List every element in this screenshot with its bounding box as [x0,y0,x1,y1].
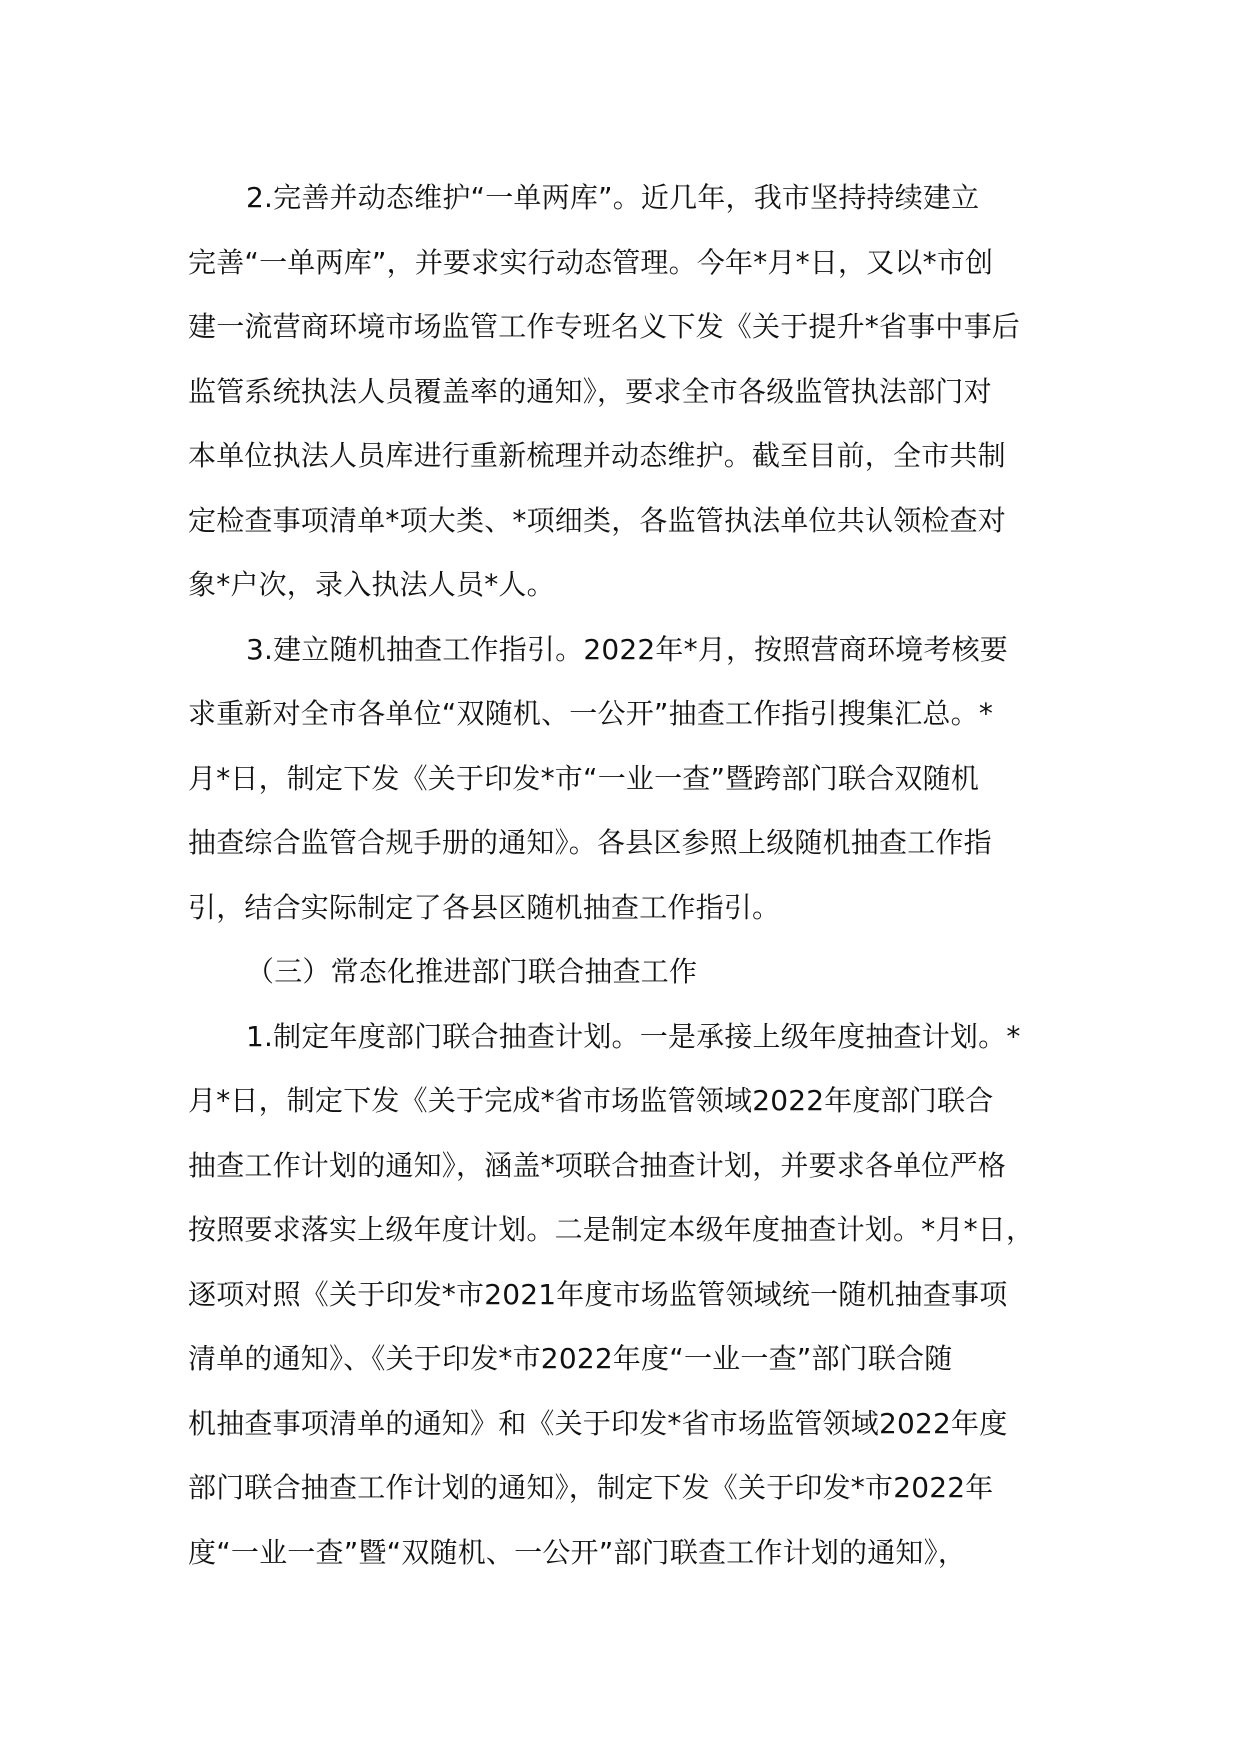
paragraph-2-line-6: 定检查事项清单*项大类、*项细类，各监管执法单位共认领检查对 [188,503,1007,537]
paragraph-2-line-7: 象*户次，录入执法人员*人。 [188,568,555,601]
paragraph-1-line-6: 清单的通知》、《关于印发*市2022年度“一业一查”部门联合随 [188,1342,953,1375]
paragraph-2-line-3: 建一流营商环境市场监管工作专班名义下发《关于提升*省事中事后 [188,310,1021,343]
paragraph-1-line-7: 机抽查事项清单的通知》和《关于印发*省市场监管领域2022年度 [188,1406,1008,1440]
paragraph-3-line-1: 3.建立随机抽查工作指引。2022年*月，按照营商环境考核要 [246,632,1008,666]
paragraph-2-line-2: 完善“一单两库”，并要求实行动态管理。今年*月*日，又以*市创 [188,245,994,279]
paragraph-3-line-4: 抽查综合监管合规手册的通知》。各县区参照上级随机抽查工作指 [188,826,992,859]
paragraph-2-line-1: 2.完善并动态维护“一单两库”。近几年，我市坚持持续建立 [246,181,980,214]
paragraph-1-line-3: 抽查工作计划的通知》，涵盖*项联合抽查计划，并要求各单位严格 [188,1148,1007,1182]
paragraph-1-line-5: 逐项对照《关于印发*市2021年度市场监管领域统一随机抽查事项 [188,1277,1008,1311]
paragraph-1-line-2: 月*日，制定下发《关于完成*省市场监管领域2022年度部门联合 [188,1084,994,1117]
paragraph-1-line-4: 按照要求落实上级年度计划。二是制定本级年度抽查计划。*月*日， [188,1213,1035,1246]
paragraph-3-line-5: 引，结合实际制定了各县区随机抽查工作指引。 [188,890,781,924]
paragraph-1-line-8: 部门联合抽查工作计划的通知》，制定下发《关于印发*市2022年 [188,1471,994,1504]
paragraph-1-line-1: 1.制定年度部门联合抽查计划。一是承接上级年度抽查计划。* [246,1019,1021,1053]
paragraph-2-line-5: 本单位执法人员库进行重新梳理并动态维护。截至目前，全市共制 [188,439,1006,472]
section-heading: （三）常态化推进部门联合抽查工作 [246,955,698,988]
paragraph-2-line-4: 监管系统执法人员覆盖率的通知》，要求全市各级监管执法部门对 [188,374,992,408]
paragraph-3-line-3: 月*日，制定下发《关于印发*市“一业一查”暨跨部门联合双随机 [188,761,980,795]
document-body [188,166,1068,1585]
paragraph-1-line-9: 度“一业一查”暨“双随机、一公开”部门联查工作计划的通知》， [188,1535,967,1569]
paragraph-3-line-2: 求重新对全市各单位“双随机、一公开”抽查工作指引搜集汇总。* [188,697,994,730]
